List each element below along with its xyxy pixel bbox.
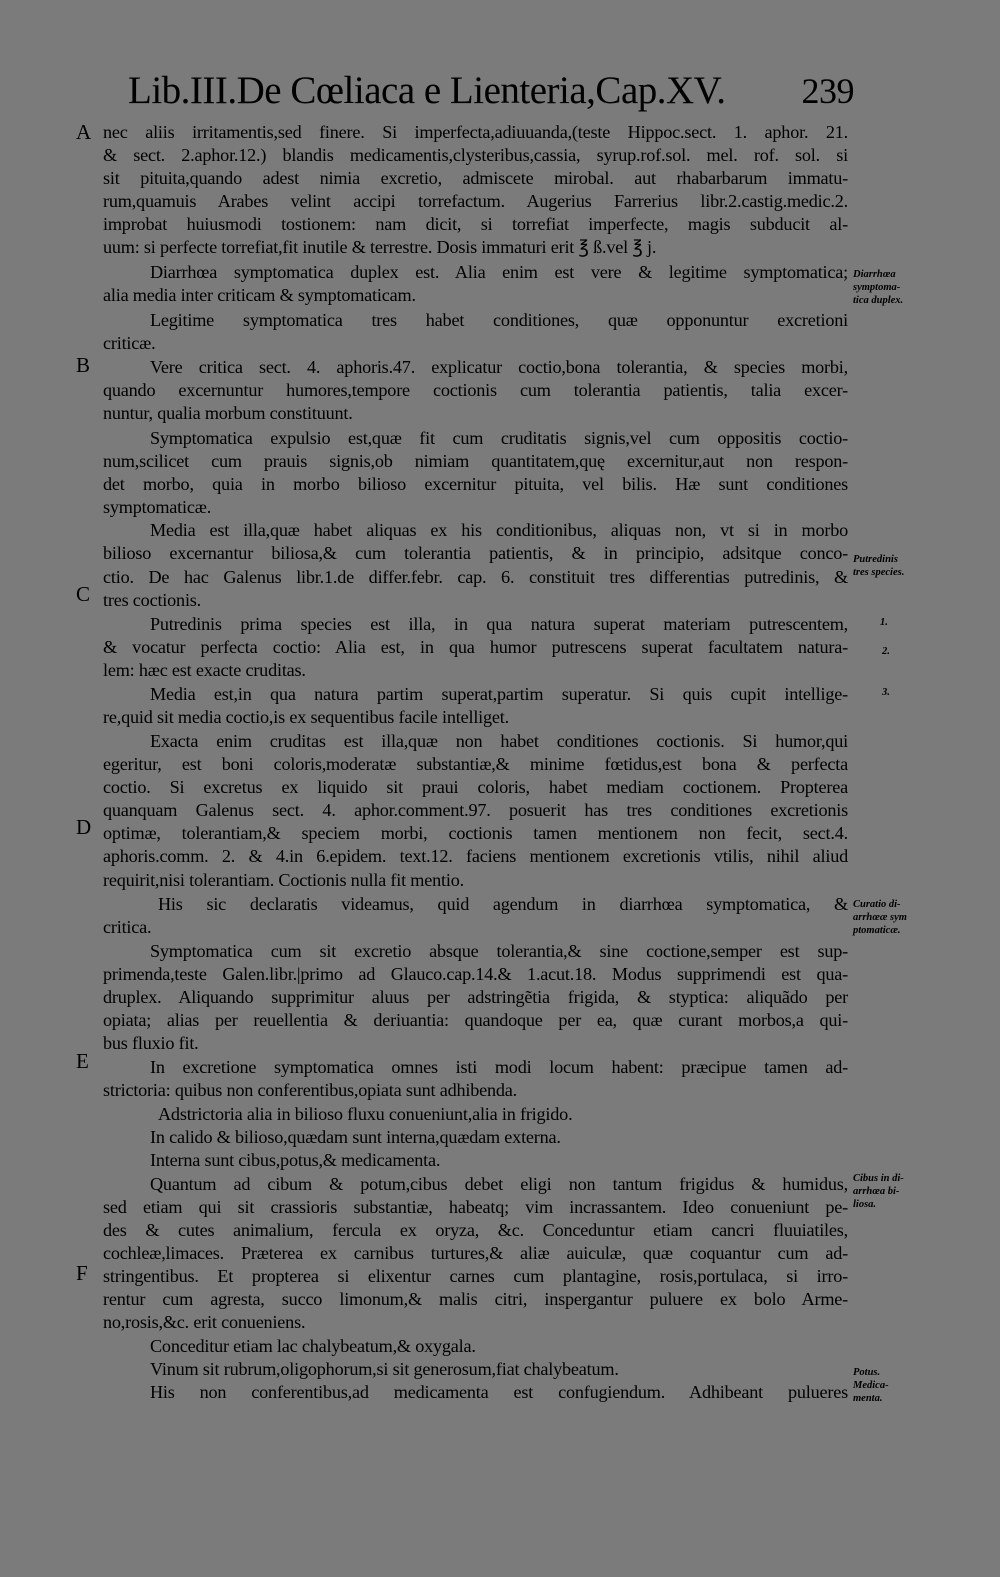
text-line: sed etiam qui sit crassioris substantiæ, habeatq; vim incrassantem. Ideo conueniunt pe- — [103, 1197, 848, 1217]
text-line: aphoris.comm. 2. & 4.in 6.epidem. text.12. faciens mentionem excretionis vtilis, nihil aliud — [103, 846, 848, 866]
text-line: stringentibus. Et propterea si elixentur carnes cum plantagine, rosis,portulaca, si irro- — [103, 1266, 848, 1286]
text-line: improbat huiusmodi tostionem: nam dicit, si torrefiat imperfecte, magis subducit al- — [103, 214, 848, 234]
page-number: 239 — [801, 71, 854, 111]
text-line: no,rosis,&c. erit conueniens. — [103, 1312, 306, 1332]
section-letter: F — [76, 1261, 88, 1285]
text-line: Legitime symptomatica tres habet conditiones, quæ opponuntur excretioni — [150, 310, 848, 330]
margin-note — [853, 268, 943, 307]
text-line: Conceditur etiam lac chalybeatum,& oxygala. — [150, 1336, 476, 1356]
margin-note-line: Putredinis — [853, 554, 898, 565]
text-line: Media est illa,quæ habet aliquas ex his conditionibus, aliquas non, vt si in morbo — [150, 520, 848, 540]
text-line: symptomaticæ. — [103, 497, 212, 517]
text-line: bus fluxio fit. — [103, 1033, 199, 1053]
margin-note-line: liosa. — [853, 1199, 877, 1210]
margin-note-line: ptomaticæ. — [853, 925, 901, 936]
margin-note — [853, 1366, 943, 1405]
margin-note-line: Curatio di- — [853, 899, 901, 910]
text-line: tres coctionis. — [103, 590, 202, 610]
text-line: coctio. Si excretus ex liquido sit praui coloris, habet mediam coctionem. Propterea — [103, 777, 848, 797]
text-line: In excretione symptomatica omnes isti modi locum habent: præcipue tamen ad- — [150, 1057, 848, 1077]
text-line: Putredinis prima species est illa, in qua natura superat materiam putrescentem, — [150, 614, 848, 634]
margin-note — [853, 1172, 943, 1211]
text-line: Quantum ad cibum & potum,cibus debet eligi non tantum frigidus & humidus, — [150, 1174, 848, 1194]
margin-note — [882, 686, 972, 699]
section-letter: C — [76, 582, 91, 606]
text-line: uum: si perfecte torrefiat,fit inutile & terrestre. Dosis immaturi erit ℥ ß.vel ℥ j. — [103, 237, 657, 257]
text-line: sit pituita,quando adest nimia excretio, admiscete mirobal. aut rhabarbarum immatu- — [103, 168, 848, 188]
text-line: Symptomatica expulsio est,quæ fit cum cruditatis signis,vel cum oppositis coctio- — [150, 428, 848, 448]
text-line: re,quid sit media coctio,is ex sequentibus facile intelliget. — [103, 707, 509, 727]
text-line: quando excernuntur humores,tempore coctionis cum tolerantia patientis, talia excer- — [103, 380, 848, 400]
text-line: critica. — [103, 917, 152, 937]
text-line: cochleæ,limaces. Præterea ex carnibus turtures,& aliæ auiculæ, quæ coquantur cum ad- — [103, 1243, 848, 1263]
margin-note-line: Cibus in di- — [853, 1173, 904, 1184]
margin-note — [882, 645, 972, 658]
margin-note-line: 3. — [882, 687, 890, 698]
text-line: His non conferentibus,ad medicamenta est confugiendum. Adhibeant pulueres — [150, 1382, 848, 1402]
text-line: In calido & bilioso,quædam sunt interna,quædam externa. — [150, 1127, 561, 1147]
margin-note — [853, 553, 943, 579]
text-line: & vocatur perfecta coctio: Alia est, in qua humor putrescens superat facultatem natura- — [103, 637, 848, 657]
margin-note-line: symptoma- — [853, 282, 901, 293]
running-header — [128, 66, 858, 116]
margin-note — [880, 616, 970, 629]
margin-note-line: 2. — [882, 646, 890, 657]
text-line: quanquam Galenus sect. 4. aphor.comment.97. posuerit has tres conditiones excretionis — [103, 800, 848, 820]
text-line: Interna sunt cibus,potus,& medicamenta. — [150, 1150, 441, 1170]
section-letter: D — [76, 815, 92, 839]
margin-note-line: tres species. — [853, 567, 905, 578]
text-line: Vere critica sect. 4. aphoris.47. explicatur coctio,bona tolerantia, & species morbi, — [150, 357, 848, 377]
section-letter: B — [76, 353, 91, 377]
text-line: des & cutes animalium, fercula ex oryza, &c. Conceduntur etiam cancri fluuiatiles, — [103, 1220, 848, 1240]
text-line: Diarrhœa symptomatica duplex est. Alia enim est vere & legitime symptomatica; — [150, 262, 848, 282]
margin-note-line: arrhœa bi- — [853, 1186, 900, 1197]
margin-note-line: menta. — [853, 1393, 883, 1404]
text-line: Exacta enim cruditas est illa,quæ non habet conditiones coctionis. Si humor,qui — [150, 731, 848, 751]
text-line: nec aliis irritamentis,sed finere. Si imperfecta,adiuuanda,(teste Hippoc.sect. 1. aphor. 21. — [103, 122, 848, 142]
section-letter: E — [76, 1049, 89, 1073]
margin-note-line: 1. — [880, 617, 888, 628]
text-line: optimæ, tolerantiam,& speciem morbi, coctionis tamen mentionem non fecit, sect.4. — [103, 823, 848, 843]
margin-note-line: arrhœæ sym — [853, 912, 907, 923]
text-line: bilioso excernantur biliosa,& cum tolerantia patientis, & in principio, adsitque conco- — [103, 543, 848, 563]
margin-note — [853, 898, 943, 937]
text-line: ctio. De hac Galenus libr.1.de differ.febr. cap. 6. constituit tres differentias putredinis, & — [103, 567, 848, 587]
text-line: det morbo, quia in morbo bilioso excernitur pituita, vel bilis. Hæ sunt conditiones — [103, 474, 848, 494]
text-line: criticæ. — [103, 333, 156, 353]
text-line: egeritur, est boni coloris,moderatæ substantiæ,& minime fœtidus,est bona & perfecta — [103, 754, 848, 774]
text-line: requirit,nisi tolerantiam. Coctionis nulla fit mentio. — [103, 870, 464, 890]
margin-note-line: tica duplex. — [853, 295, 904, 306]
text-line: Symptomatica cum sit excretio absque tolerantia,& sine coctione,semper est sup- — [150, 941, 848, 961]
text-line: opiata; alias per reuellentia & deriuantia: quandoque per ea, quæ curant morbos,a qui- — [103, 1010, 848, 1030]
text-line: lem: hæc est exacte cruditas. — [103, 660, 306, 680]
text-line: & sect. 2.aphor.12.) blandis medicamentis,clysteribus,cassia, syrup.rof.sol. mel. rof. sol. si — [103, 145, 848, 165]
text-line: rum,quamuis Arabes velint accipi torrefactum. Augerius Farrerius libr.2.castig.medic.2. — [103, 191, 848, 211]
text-line: strictoria: quibus non conferentibus,opiata sunt adhibenda. — [103, 1080, 517, 1100]
header-title: Lib.III.De Cœliaca e Lienteria,Cap.XV. — [128, 69, 726, 112]
text-line: Media est,in qua natura partim superat,partim superatur. Si quis cupit intellige- — [150, 684, 848, 704]
text-line: Vinum sit rubrum,oligophorum,si sit generosum,fiat chalybeatum. — [150, 1359, 619, 1379]
margin-note-line: Diarrhœa — [853, 269, 896, 280]
text-line: primenda,teste Galen.libr.|primo ad Glauco.cap.14.& 1.acut.18. Modus supprimendi est qua- — [103, 964, 848, 984]
text-line: His sic declaratis videamus, quid agendum in diarrhœa symptomatica, & — [158, 894, 848, 914]
text-line: nuntur, qualia morbum constituunt. — [103, 403, 353, 423]
margin-note-line: Medica- — [853, 1380, 889, 1391]
text-line: druplex. Aliquando supprimitur aluus per adstringẽtia frigida, & styptica: aliquãdo per — [103, 987, 848, 1007]
section-letter: A — [76, 120, 92, 144]
margin-note-line: Potus. — [853, 1367, 881, 1378]
text-line: alia media inter criticam & symptomaticam. — [103, 285, 416, 305]
text-line: rentur cum agresta, succo limonum,& malis citri, inspergantur puluere ex bolo Arme- — [103, 1289, 848, 1309]
text-line: num,scilicet cum prauis signis,ob nimiam quantitatem,quę excernitur,aut non respon- — [103, 451, 848, 471]
text-line: Adstrictoria alia in bilioso fluxu conueniunt,alia in frigido. — [158, 1104, 573, 1124]
